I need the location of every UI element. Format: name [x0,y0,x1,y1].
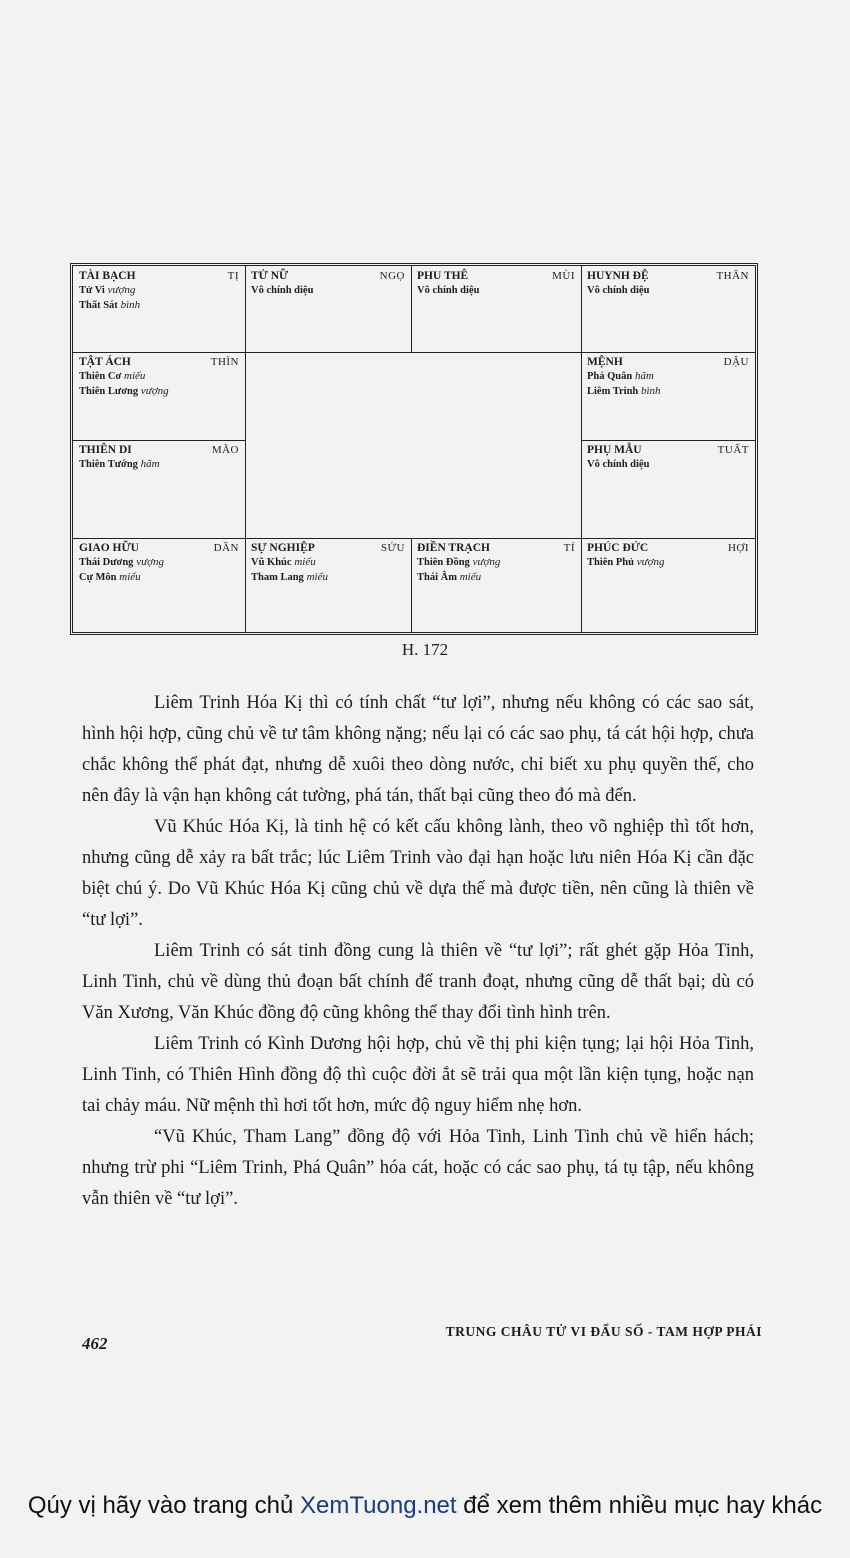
star-quality: vượng [136,556,164,568]
palace-cell [411,538,581,632]
star-quality: miếu [124,370,146,382]
star-name: Tham Lang [251,572,304,583]
palace-cell [245,266,411,352]
palace-name: HUYNH ĐỆ [587,270,649,282]
running-title: TRUNG CHÂU TỬ VI ĐẨU SỐ - TAM HỢP PHÁI [445,1324,762,1339]
palace-name: THIÊN DI [79,444,132,456]
palace-name: PHÚC ĐỨC [587,542,649,554]
footer-prefix: Qúy vị hãy vào trang chủ [27,1492,301,1519]
earthly-branch: DẬU [723,356,749,368]
star-name: Thiên Đồng [417,557,470,568]
star-entry [79,369,241,384]
star-name: Cự Môn [79,572,117,583]
star-entry [79,298,241,313]
paragraph: Liêm Trinh Hóa Kị thì có tính chất “tư lợi”, nhưng nếu không có các sao sát, hình hội hợp, cũng chủ về tư tâm không nặng; nếu lại có các sao phụ, tá cát hội hợp, chưa chắc không thể phát đạt, nhưng dễ xuôi theo dòng nước, chỉ biết xu phụ quyền thế, cho nên đây là vận hạn không cát tường, phá tán, thất bại cũng theo đó mà đến. [82,693,754,806]
palace-cell [581,352,755,440]
star-quality: vượng [636,556,665,568]
page-number: 462 [82,1334,108,1353]
palace-cell [581,440,755,538]
palace-name: SỰ NGHIỆP [251,542,315,554]
star-entry [79,283,241,298]
star-name: Thiên Phủ [587,557,634,568]
star-quality: miếu [294,556,316,568]
earthly-branch: TỊ [227,270,239,282]
grid-line [245,352,246,538]
earthly-branch: DẦN [213,542,239,554]
star-quality: hãm [140,458,160,470]
palace-name: TÀI BẠCH [79,270,136,282]
star-name: Phá Quân [587,371,633,382]
paragraph: Liêm Trinh có sát tinh đồng cung là thiên về “tư lợi”; rất ghét gặp Hỏa Tinh, Linh Tinh, chủ về dùng thủ đoạn bất chính để tranh đoạt, nhưng cũng dễ thất bại; dù có Văn Xương, Văn Khúc đồng độ cũng không thể thay đổi tình hình trên. [82,941,754,1023]
palace-cell [411,266,581,352]
star-quality: hãm [634,370,654,382]
star-entry [417,555,577,570]
star-name: Liêm Trinh [587,386,639,397]
star-name: Vũ Khúc [251,557,292,568]
star-name: Thiên Cơ [79,371,122,382]
star-name: Thất Sát [79,300,118,311]
palace-cell [73,266,245,352]
star-name: Vô chính diệu [251,285,314,296]
star-quality: bình [641,385,661,397]
star-name: Thái Âm [417,572,457,583]
palace-name: GIAO HỮU [79,542,139,554]
palace-cell [245,538,411,632]
star-entry [417,283,577,298]
star-entry [417,570,577,585]
star-name: Vô chính diệu [417,285,480,296]
star-quality: miếu [459,571,482,583]
star-name: Thiên Lương [79,386,139,397]
palace-name: TỬ NỮ [251,270,289,282]
star-name: Tử Vi [79,285,105,296]
palace-cell [73,538,245,632]
palace-cell [73,440,245,538]
star-quality: bình [120,299,141,311]
palace-cell [581,538,755,632]
star-quality: vượng [140,385,169,397]
palace-name: PHU THÊ [417,270,469,282]
star-entry [587,555,751,570]
earthly-branch: TUẤT [717,444,749,456]
palace-cell [73,352,245,440]
paragraph: Liêm Trinh có Kình Dương hội hợp, chủ về thị phi kiện tụng; lại hội Hỏa Tinh, Linh Tinh, có Thiên Hình đồng độ thì cuộc đời ắt sẽ trải qua một lần kiện tụng, hoặc nạn tai chảy máu. Nữ mệnh thì hơi tốt hơn, mức độ nguy hiểm nhẹ hơn. [82,1034,754,1116]
palace-name: ĐIỀN TRẠCH [417,542,490,554]
star-entry [79,570,241,585]
earthly-branch: TÍ [563,542,575,554]
paragraph: “Vũ Khúc, Tham Lang” đồng độ với Hỏa Tinh, Linh Tinh chủ về hiển hách; nhưng trừ phi “Liêm Trinh, Phá Quân” hóa cát, hoặc có các sao phụ, tá tụ tập, nếu không vẫn thiên về “tư lợi”. [82,1127,754,1209]
earthly-branch: THÂN [716,270,749,282]
star-entry [587,384,751,399]
star-entry [251,570,407,585]
footer-suffix: để xem thêm nhiều mục hay khác [456,1492,823,1519]
earthly-branch: MÃO [211,444,239,456]
paragraph: Vũ Khúc Hóa Kị, là tinh hệ có kết cấu không lành, theo võ nghiệp thì tốt hơn, nhưng cũng dễ xảy ra bất trắc; lúc Liêm Trinh vào đại hạn hoặc lưu niên Hóa Kị cần đặc biệt chú ý. Do Vũ Khúc Hóa Kị cũng chủ về dựa thế mà được tiền, nên cũng là thiên về “tư lợi”. [82,817,754,930]
star-entry [79,555,241,570]
palace-name: PHỤ MẪU [587,444,642,456]
palace-chart [70,263,758,635]
star-quality: vượng [107,284,136,296]
star-entry [251,555,407,570]
star-entry [587,369,751,384]
star-name: Thái Dương [79,557,134,568]
star-quality: miếu [306,571,328,583]
star-name: Thiên Tướng [79,459,138,470]
star-entry [79,384,241,399]
earthly-branch: SỬU [380,542,405,554]
figure-caption: H. 172 [401,640,449,659]
palace-name: TẬT ÁCH [79,356,131,368]
site-link[interactable]: XemTuong.net [300,1492,457,1519]
star-entry [79,457,241,472]
star-quality: miếu [119,571,141,583]
star-quality: vượng [472,556,501,568]
star-entry [587,457,751,472]
earthly-branch: MÙI [552,270,575,282]
star-name: Vô chính diệu [587,285,650,296]
earthly-branch: HỢI [727,542,749,554]
star-name: Vô chính diệu [587,459,650,470]
star-entry [251,283,407,298]
body-text [82,688,754,1215]
palace-name: MỆNH [587,356,623,368]
earthly-branch: NGỌ [379,270,405,282]
footer-banner [0,1492,850,1520]
earthly-branch: THÌN [210,356,239,368]
palace-cell [581,266,755,352]
star-entry [587,283,751,298]
